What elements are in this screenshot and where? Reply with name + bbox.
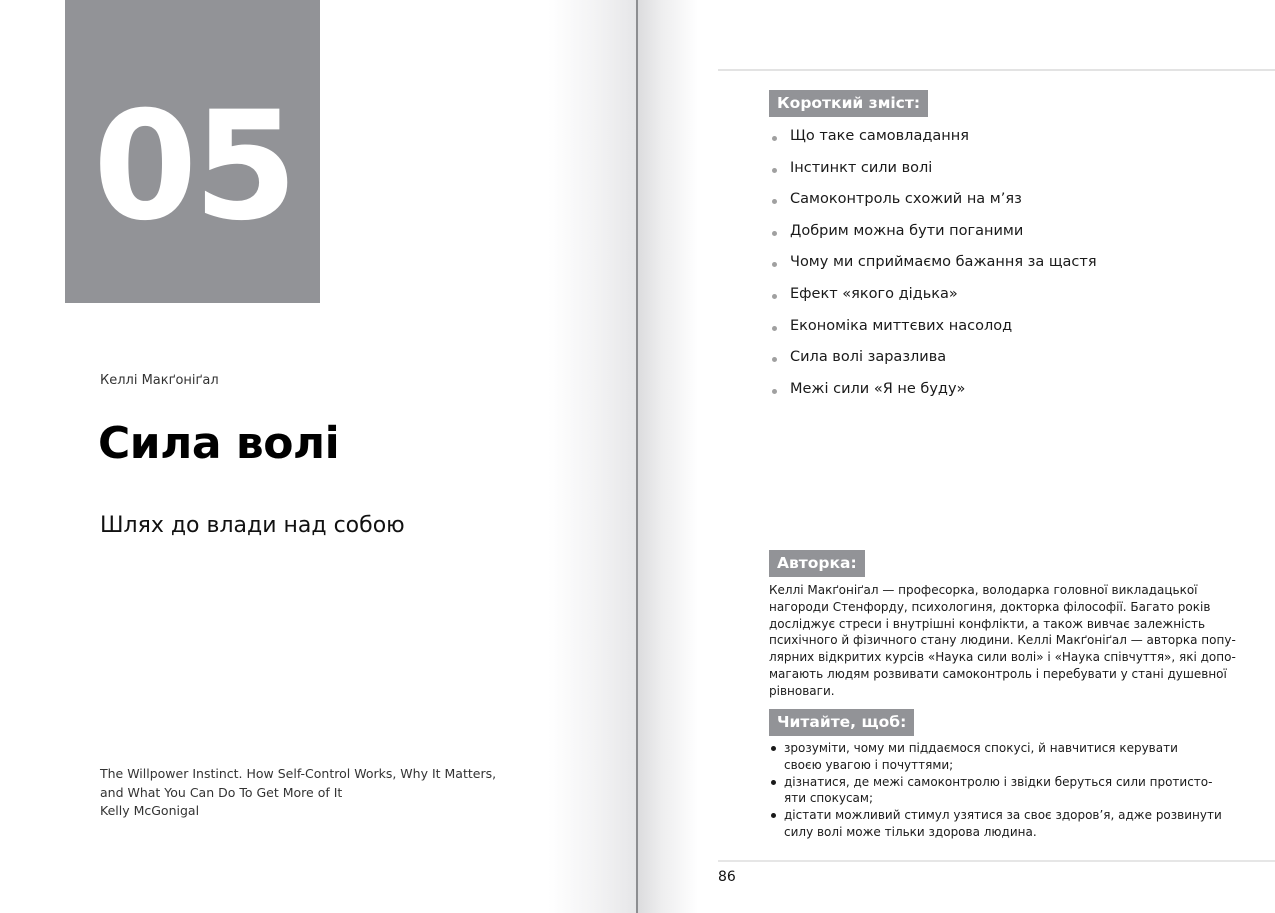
original-title-line-1: The Willpower Instinct. How Self-Control Works, Why It Matters, [100,766,497,781]
summary-item: Чому ми сприймаємо бажання за щастя [769,254,1097,286]
bullet-icon [772,262,777,267]
read-to-list [769,740,1222,841]
summary-item: Інстинкт сили волі [769,160,1097,192]
bottom-rule [718,860,1275,862]
bullet-icon [772,294,777,299]
bullet-icon [771,746,776,751]
bullet-icon [771,780,776,785]
original-edition-info [100,765,496,821]
summary-list [769,128,1097,412]
bullet-icon [772,326,777,331]
original-title-line-2: and What You Can Do To Get More of It [100,784,343,800]
summary-item: Економіка миттєвих насолод [769,318,1097,350]
bullet-icon [772,168,777,173]
author-label: Авторка: [769,550,865,577]
read-to-item: зрозуміти, чому ми піддаємося спокусі, й навчитися керувати своєю увагою і почуттями; [769,740,1199,774]
book-subtitle: Шлях до влади над собою [100,513,405,538]
bullet-icon [772,136,777,141]
read-to-item: дістати можливий стимул узятися за своє здоров’я, адже розвинути силу волі може тільки здорова людина. [769,807,1199,841]
bullet-icon [772,199,777,204]
chapter-number: 05 [93,80,294,254]
bullet-icon [772,389,777,394]
summary-item: Добрим можна бути поганими [769,223,1097,255]
right-page [638,0,1275,913]
chapter-number-block [65,0,320,303]
book-title: Сила волі [98,418,340,469]
top-rule [718,69,1275,71]
bullet-icon [772,357,777,362]
summary-label: Короткий зміст: [769,90,928,117]
summary-item: Що таке самовладання [769,128,1097,160]
left-page [0,0,637,913]
author-bio: Келлі Макґоніґал — професорка, володарка головної викладацької нагороди Стенфорду, психологиня, докторка філософії. Багато років досліджує стреси і внутрішні конфлікти, а також вивчає залежність психічного й фізичного стану людини. Келлі Макґоніґал — авторка попу- лярних відкритих курсів «Наука сили волі» і «Наука співчуття», які допо- магають людям розвивати самоконтроль і перебувати у стані душевної рівноваги. [769,583,1236,698]
summary-item: Ефект «якого дідька» [769,286,1097,318]
summary-item: Сила волі заразлива [769,349,1097,381]
book-author: Келлі Макґоніґал [100,373,219,388]
summary-item: Межі сили «Я не буду» [769,381,1097,413]
read-to-label: Читайте, щоб: [769,709,914,736]
read-to-item: дізнатися, де межі самоконтролю і звідки беруться сили протисто- яти спокусам; [769,774,1199,808]
bullet-icon [772,231,777,236]
original-author: Kelly McGonigal [100,803,200,818]
page-number: 86 [718,869,736,885]
bullet-icon [771,813,776,818]
summary-item: Самоконтроль схожий на м’яз [769,191,1097,223]
